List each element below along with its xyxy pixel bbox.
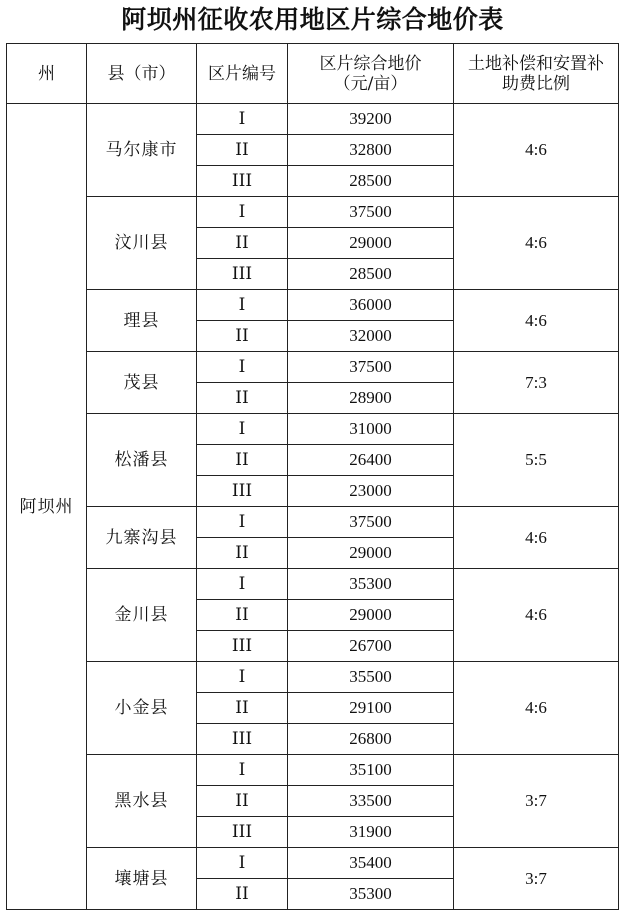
county-cell: 小金县 — [87, 662, 197, 755]
zone-number-cell: II — [197, 538, 288, 569]
land-price-cell: 32800 — [288, 135, 454, 166]
prefecture-cell: 阿坝州 — [7, 104, 87, 910]
land-price-cell: 35500 — [288, 662, 454, 693]
zone-number-cell: II — [197, 228, 288, 259]
land-price-cell: 37500 — [288, 197, 454, 228]
compensation-ratio-cell: 4:6 — [454, 507, 619, 569]
table-row — [7, 197, 619, 228]
table-row — [7, 569, 619, 600]
county-cell: 茂县 — [87, 352, 197, 414]
county-cell: 汶川县 — [87, 197, 197, 290]
compensation-ratio-cell: 3:7 — [454, 755, 619, 848]
compensation-ratio-cell: 3:7 — [454, 848, 619, 910]
land-price-table — [6, 43, 619, 910]
zone-number-cell: I — [197, 352, 288, 383]
table-row — [7, 507, 619, 538]
table-row — [7, 848, 619, 879]
zone-number-cell: II — [197, 383, 288, 414]
land-price-cell: 26400 — [288, 445, 454, 476]
table-row — [7, 755, 619, 786]
land-price-cell: 31000 — [288, 414, 454, 445]
table-row — [7, 352, 619, 383]
zone-number-cell: I — [197, 848, 288, 879]
land-price-cell: 32000 — [288, 321, 454, 352]
county-cell: 理县 — [87, 290, 197, 352]
header-zone-number: 区片编号 — [197, 44, 288, 104]
zone-number-cell: I — [197, 290, 288, 321]
county-cell: 金川县 — [87, 569, 197, 662]
table-row — [7, 414, 619, 445]
zone-number-cell: II — [197, 445, 288, 476]
county-cell: 壤塘县 — [87, 848, 197, 910]
zone-number-cell: III — [197, 724, 288, 755]
land-price-cell: 37500 — [288, 507, 454, 538]
table-row — [7, 662, 619, 693]
zone-number-cell: I — [197, 104, 288, 135]
zone-number-cell: III — [197, 631, 288, 662]
zone-number-cell: II — [197, 693, 288, 724]
land-price-cell: 35300 — [288, 879, 454, 910]
header-county: 县（市） — [87, 44, 197, 104]
compensation-ratio-cell: 4:6 — [454, 569, 619, 662]
county-cell: 黑水县 — [87, 755, 197, 848]
land-price-cell: 35100 — [288, 755, 454, 786]
zone-number-cell: I — [197, 507, 288, 538]
land-price-cell: 28900 — [288, 383, 454, 414]
zone-number-cell: I — [197, 755, 288, 786]
land-price-cell: 37500 — [288, 352, 454, 383]
table-row — [7, 290, 619, 321]
header-compensation-ratio: 土地补偿和安置补 助费比例 — [454, 44, 619, 104]
zone-number-cell: III — [197, 817, 288, 848]
land-price-cell: 29000 — [288, 600, 454, 631]
compensation-ratio-cell: 4:6 — [454, 197, 619, 290]
land-price-cell: 36000 — [288, 290, 454, 321]
zone-number-cell: II — [197, 600, 288, 631]
header-land-price: 区片综合地价 （元/亩） — [288, 44, 454, 104]
land-price-cell: 39200 — [288, 104, 454, 135]
county-cell: 九寨沟县 — [87, 507, 197, 569]
compensation-ratio-cell: 5:5 — [454, 414, 619, 507]
land-price-cell: 31900 — [288, 817, 454, 848]
land-price-cell: 35300 — [288, 569, 454, 600]
zone-number-cell: II — [197, 786, 288, 817]
zone-number-cell: III — [197, 166, 288, 197]
zone-number-cell: III — [197, 476, 288, 507]
county-cell: 松潘县 — [87, 414, 197, 507]
land-price-cell: 29000 — [288, 228, 454, 259]
land-price-cell: 33500 — [288, 786, 454, 817]
header-prefecture: 州 — [7, 44, 87, 104]
land-price-cell: 28500 — [288, 259, 454, 290]
zone-number-cell: II — [197, 321, 288, 352]
county-cell: 马尔康市 — [87, 104, 197, 197]
land-price-cell: 26700 — [288, 631, 454, 662]
table-row — [7, 104, 619, 135]
land-price-cell: 35400 — [288, 848, 454, 879]
zone-number-cell: I — [197, 414, 288, 445]
compensation-ratio-cell: 4:6 — [454, 662, 619, 755]
land-price-cell: 29100 — [288, 693, 454, 724]
zone-number-cell: I — [197, 197, 288, 228]
zone-number-cell: I — [197, 662, 288, 693]
zone-number-cell: II — [197, 879, 288, 910]
zone-number-cell: II — [197, 135, 288, 166]
zone-number-cell: III — [197, 259, 288, 290]
compensation-ratio-cell: 7:3 — [454, 352, 619, 414]
compensation-ratio-cell: 4:6 — [454, 104, 619, 197]
land-price-cell: 28500 — [288, 166, 454, 197]
table-body — [7, 104, 619, 910]
compensation-ratio-cell: 4:6 — [454, 290, 619, 352]
table-header-row — [7, 44, 619, 104]
land-price-cell: 29000 — [288, 538, 454, 569]
page-title: 阿坝州征收农用地区片综合地价表 — [121, 5, 504, 34]
land-price-cell: 23000 — [288, 476, 454, 507]
land-price-cell: 26800 — [288, 724, 454, 755]
zone-number-cell: I — [197, 569, 288, 600]
